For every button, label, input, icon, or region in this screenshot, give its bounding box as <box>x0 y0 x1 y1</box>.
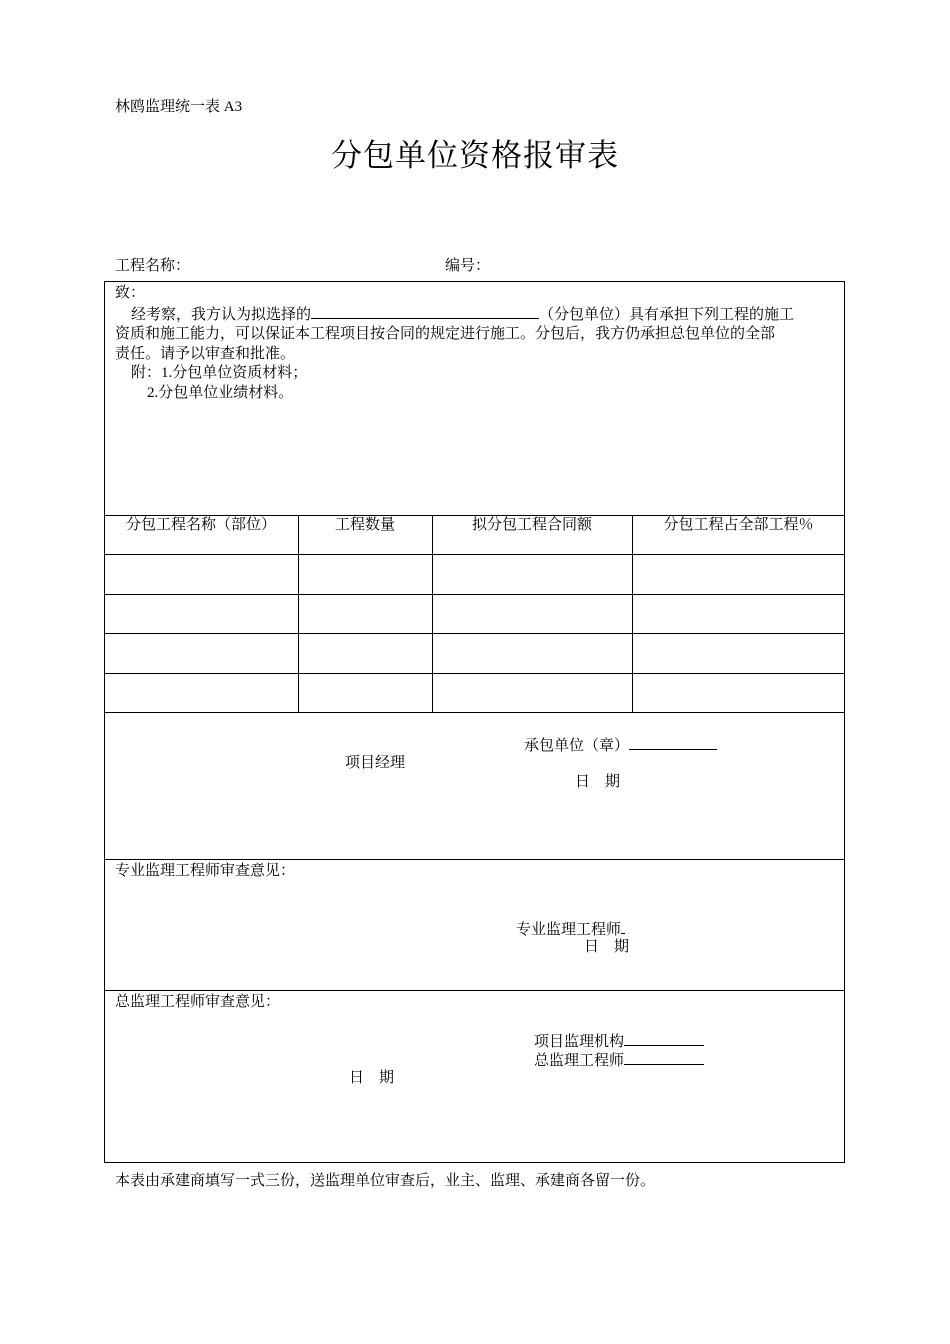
chief-date-label: 日 期 <box>349 1070 395 1086</box>
column-divider-1 <box>298 515 299 712</box>
contractor-unit-label: 承包单位（章） <box>524 738 630 754</box>
chief-engineer-signature-field[interactable] <box>624 1050 704 1065</box>
para-line-3: 责任。请予以审查和批准。 <box>115 345 296 362</box>
para-prefix: 经考察，我方认为拟选择的 <box>131 306 312 323</box>
subcontractor-name-field[interactable] <box>311 304 539 319</box>
page-title: 分包单位资格报审表 <box>331 138 619 174</box>
column-divider-2 <box>432 515 433 712</box>
divider-row-3 <box>104 633 845 634</box>
column-header-name: 分包工程名称（部位） <box>125 517 276 533</box>
to-label: 致： <box>115 285 146 301</box>
number-label: 编号： <box>445 258 491 274</box>
form-code: 林鸥监理统一表 A3 <box>115 99 243 115</box>
supervision-org-label: 项目监理机构 <box>534 1034 625 1050</box>
footer-note: 本表由承建商填写一式三份，送监理单位审查后，业主、监理、承建商各留一份。 <box>115 1173 656 1189</box>
divider-row-1 <box>104 554 845 555</box>
application-text <box>115 284 837 403</box>
divider-table-bottom <box>104 712 845 713</box>
para-suffix: （分包单位）具有承担下列工程的施工 <box>539 306 795 323</box>
divider-row-4 <box>104 673 845 674</box>
specialist-signature-field[interactable] <box>621 919 625 934</box>
para-line-2: 资质和施工能力，可以保证本工程项目按合同的规定进行施工。分包后，我方仍承担总包单位的全部 <box>115 326 776 342</box>
chief-engineer-label: 总监理工程师 <box>534 1053 625 1069</box>
column-divider-3 <box>632 515 633 712</box>
contractor-date-label: 日 期 <box>575 774 621 790</box>
para-line-1 <box>115 304 837 326</box>
chief-engineer-row <box>534 1050 704 1071</box>
specialist-opinion-label: 专业监理工程师审查意见： <box>115 863 296 879</box>
project-manager-label: 项目经理 <box>345 755 406 771</box>
attachment-1: 附：1.分包单位资质材料； <box>131 365 308 381</box>
supervision-org-row <box>534 1031 704 1052</box>
column-header-percent: 分包工程占全部工程％ <box>663 517 814 533</box>
contractor-unit-row <box>524 735 717 756</box>
divider-specialist <box>104 859 845 860</box>
specialist-engineer-label: 专业监理工程师 <box>516 922 622 938</box>
project-name-label: 工程名称： <box>115 258 191 274</box>
column-header-quantity: 工程数量 <box>334 517 395 533</box>
divider-chief <box>104 990 845 991</box>
divider-row-2 <box>104 594 845 595</box>
specialist-date-label: 日 期 <box>584 939 630 955</box>
supervision-org-field[interactable] <box>624 1031 704 1046</box>
specialist-engineer-row <box>516 919 625 940</box>
column-header-amount: 拟分包工程合同额 <box>471 517 592 533</box>
attachment-2: 2.分包单位业绩材料。 <box>147 384 294 401</box>
contractor-seal-field[interactable] <box>629 735 717 750</box>
chief-opinion-label: 总监理工程师审查意见： <box>115 994 281 1010</box>
form-frame <box>104 281 845 1163</box>
